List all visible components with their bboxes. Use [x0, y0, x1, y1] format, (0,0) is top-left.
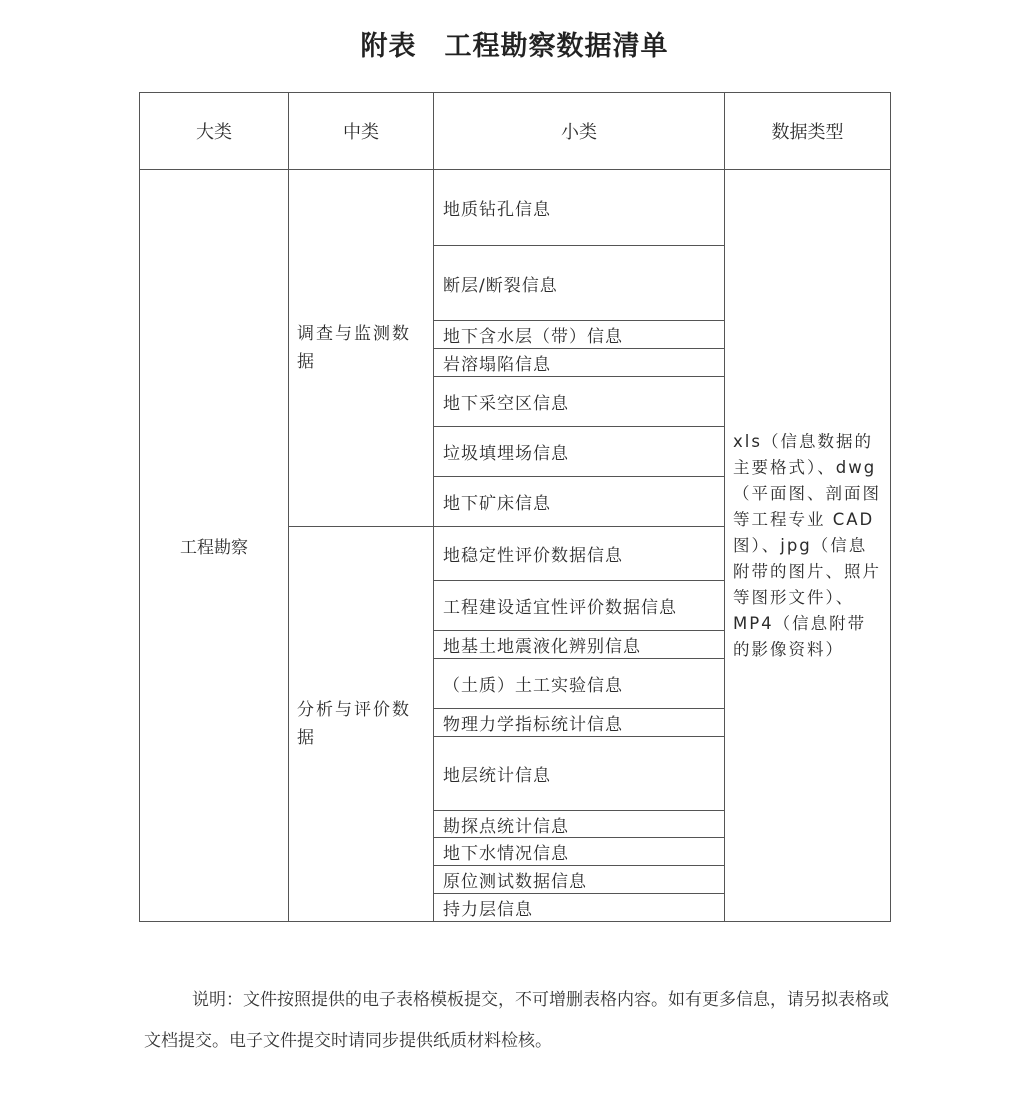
item-cell: 地下水情况信息	[434, 838, 725, 866]
mid-category-analysis: 分析与评价数据	[289, 527, 434, 922]
item-cell: 持力层信息	[434, 894, 725, 922]
major-category-cell: 工程勘察	[140, 170, 289, 922]
item-cell: 勘探点统计信息	[434, 811, 725, 838]
item-cell: 地基土地震液化辨别信息	[434, 631, 725, 659]
item-cell: 地层统计信息	[434, 737, 725, 811]
item-cell: 地下含水层（带）信息	[434, 321, 725, 349]
item-cell: 原位测试数据信息	[434, 866, 725, 894]
mid-category-survey: 调查与监测数据	[289, 170, 434, 527]
table-row	[140, 170, 891, 246]
table-header-row	[140, 93, 891, 170]
header-item: 小类	[434, 93, 725, 170]
header-subcategory: 中类	[289, 93, 434, 170]
item-cell: 地下矿床信息	[434, 477, 725, 527]
item-cell: （土质）土工实验信息	[434, 659, 725, 709]
item-cell: 地稳定性评价数据信息	[434, 527, 725, 581]
item-cell: 断层/断裂信息	[434, 246, 725, 321]
document-title: 附表 工程勘察数据清单	[360, 31, 669, 62]
item-cell: 岩溶塌陷信息	[434, 349, 725, 377]
header-category: 大类	[140, 93, 289, 170]
item-cell: 工程建设适宜性评价数据信息	[434, 581, 725, 631]
item-cell: 地质钻孔信息	[434, 170, 725, 246]
header-data-type: 数据类型	[725, 93, 891, 170]
item-cell: 地下采空区信息	[434, 377, 725, 427]
item-cell: 物理力学指标统计信息	[434, 709, 725, 737]
footnote: 说明：文件按照提供的电子表格模板提交，不可增删表格内容。如有更多信息，请另拟表格或文档提交。电子文件提交时请同步提供纸质材料检核。	[144, 990, 889, 1051]
survey-data-table	[139, 92, 891, 922]
item-cell: 垃圾填埋场信息	[434, 427, 725, 477]
data-type-cell: xls（信息数据的主要格式）、dwg（平面图、剖面图等工程专业 CAD 图）、jpg（信息附带的图片、照片等图形文件）、MP4（信息附带的影像资料）	[725, 170, 891, 922]
